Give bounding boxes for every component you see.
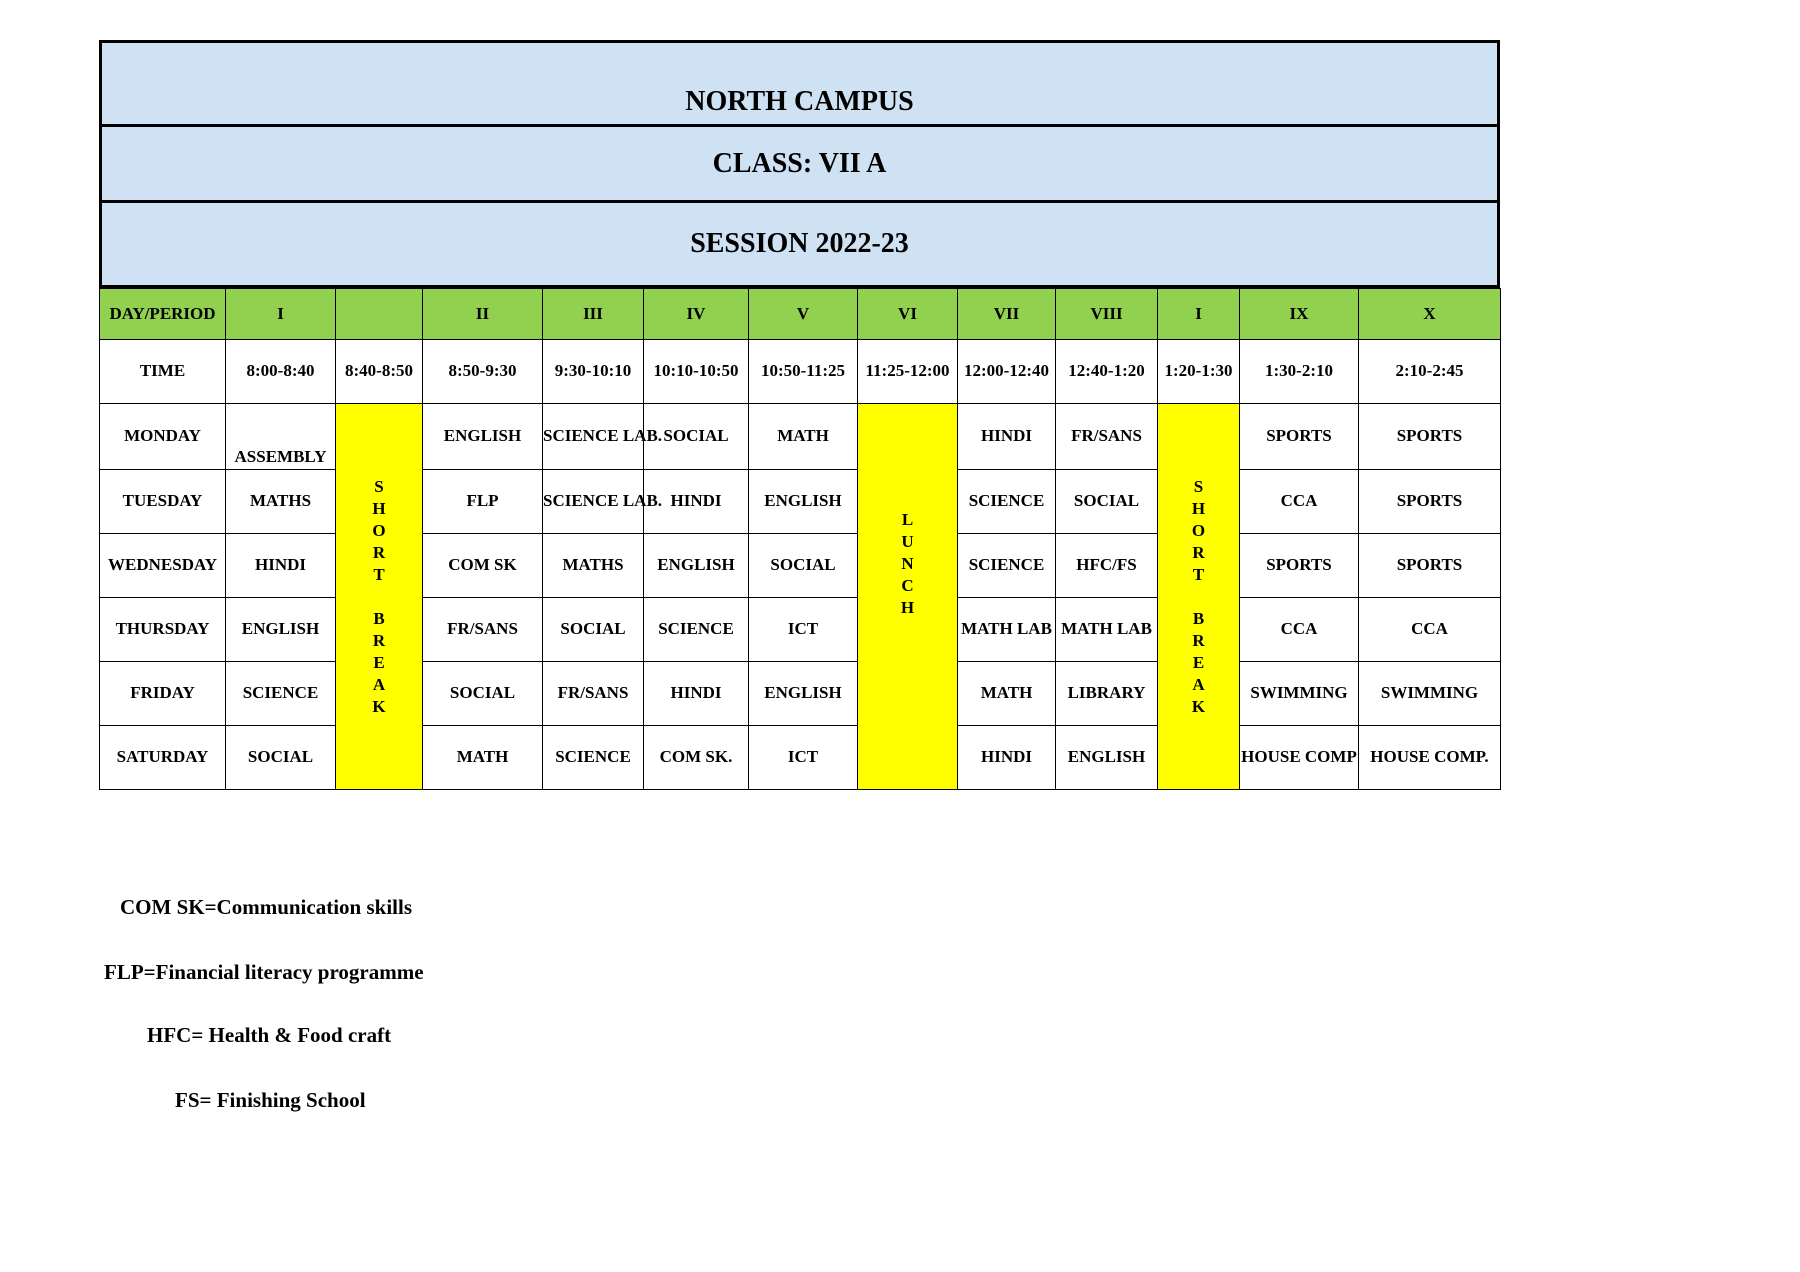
- time-cell: 1:20-1:30: [1158, 340, 1240, 404]
- subject-cell: SOCIAL: [226, 726, 336, 790]
- subject-cell: HINDI: [644, 662, 749, 726]
- subject-cell: HINDI: [644, 470, 749, 534]
- subject-cell: MATHS: [543, 534, 644, 598]
- subject-cell: ENGLISH: [423, 404, 543, 470]
- note-fs: FS= Finishing School: [175, 1088, 366, 1112]
- period-header: I: [226, 289, 336, 340]
- subject-cell: SWIMMING: [1240, 662, 1359, 726]
- subject-cell: SOCIAL: [423, 662, 543, 726]
- time-cell: 11:25-12:00: [858, 340, 958, 404]
- period-header-row: [100, 289, 1501, 340]
- subject-cell: ENGLISH: [644, 534, 749, 598]
- period-header: V: [749, 289, 858, 340]
- period-header: [336, 289, 423, 340]
- subject-cell: FR/SANS: [543, 662, 644, 726]
- subject-cell: SCIENCE: [226, 662, 336, 726]
- note-flp: FLP=Financial literacy programme: [104, 960, 424, 984]
- period-header: VI: [858, 289, 958, 340]
- subject-cell: SOCIAL: [749, 534, 858, 598]
- period-header: IV: [644, 289, 749, 340]
- subject-cell: SPORTS: [1240, 534, 1359, 598]
- table-row: [100, 662, 1501, 726]
- table-row: [100, 404, 1501, 470]
- subject-cell: SPORTS: [1359, 534, 1501, 598]
- subject-cell: SPORTS: [1359, 470, 1501, 534]
- subject-cell: CCA: [1240, 470, 1359, 534]
- time-cell: 12:40-1:20: [1056, 340, 1158, 404]
- time-cell: TIME: [100, 340, 226, 404]
- note-com-sk: COM SK=Communication skills: [120, 895, 413, 919]
- day-label: SATURDAY: [100, 726, 226, 790]
- table-row: [100, 534, 1501, 598]
- subject-cell: HINDI: [958, 726, 1056, 790]
- short-break-label: S H O R T B R E A K: [1191, 476, 1206, 716]
- subject-cell: CCA: [1240, 598, 1359, 662]
- subject-cell: COM SK.: [644, 726, 749, 790]
- subject-cell: ENGLISH: [226, 598, 336, 662]
- subject-cell: SOCIAL: [644, 404, 749, 470]
- subject-cell: MATH: [423, 726, 543, 790]
- subject-cell: HINDI: [226, 534, 336, 598]
- period-header: VII: [958, 289, 1056, 340]
- period-header: I: [1158, 289, 1240, 340]
- subject-cell: CCA: [1359, 598, 1501, 662]
- day-label: THURSDAY: [100, 598, 226, 662]
- time-cell: 10:50-11:25: [749, 340, 858, 404]
- subject-cell: SCIENCE: [644, 598, 749, 662]
- subject-cell: SWIMMING: [1359, 662, 1501, 726]
- subject-cell: MATH LAB: [958, 598, 1056, 662]
- period-header: IX: [1240, 289, 1359, 340]
- lunch-cell: [858, 404, 958, 790]
- class-title: CLASS: VII A: [102, 127, 1497, 203]
- time-cell: 2:10-2:45: [1359, 340, 1501, 404]
- campus-title: NORTH CAMPUS: [102, 43, 1497, 127]
- short-break-cell: [336, 404, 423, 790]
- day-label: FRIDAY: [100, 662, 226, 726]
- day-label: TUESDAY: [100, 470, 226, 534]
- period-header: II: [423, 289, 543, 340]
- table-row: [100, 726, 1501, 790]
- subject-cell: MATH LAB: [1056, 598, 1158, 662]
- subject-cell: HFC/FS: [1056, 534, 1158, 598]
- subject-cell: SOCIAL: [543, 598, 644, 662]
- subject-cell: SOCIAL: [1056, 470, 1158, 534]
- subject-cell: COM SK: [423, 534, 543, 598]
- subject-cell: HOUSE COMP: [1240, 726, 1359, 790]
- time-row: [100, 340, 1501, 404]
- subject-cell: MATHS: [226, 470, 336, 534]
- timetable: [99, 288, 1501, 790]
- subject-cell: ICT: [749, 598, 858, 662]
- subject-cell: ENGLISH: [749, 470, 858, 534]
- time-cell: 12:00-12:40: [958, 340, 1056, 404]
- subject-cell: MATH: [749, 404, 858, 470]
- subject-cell: SPORTS: [1359, 404, 1501, 470]
- day-label: WEDNESDAY: [100, 534, 226, 598]
- time-cell: 8:40-8:50: [336, 340, 423, 404]
- day-label: MONDAY: [100, 404, 226, 470]
- time-cell: 9:30-10:10: [543, 340, 644, 404]
- subject-cell: SCIENCE LAB.: [543, 470, 644, 534]
- subject-cell: ICT: [749, 726, 858, 790]
- time-cell: 8:50-9:30: [423, 340, 543, 404]
- subject-cell: HOUSE COMP.: [1359, 726, 1501, 790]
- subject-cell: SCIENCE: [543, 726, 644, 790]
- short-break-label: S H O R T B R E A K: [372, 476, 386, 716]
- subject-cell: SCIENCE: [958, 534, 1056, 598]
- note-hfc: HFC= Health & Food craft: [147, 1023, 392, 1047]
- period-header: VIII: [1056, 289, 1158, 340]
- subject-cell: FLP: [423, 470, 543, 534]
- lunch-label: L U N C H: [900, 509, 915, 617]
- period-header: DAY/PERIOD: [100, 289, 226, 340]
- session-title: SESSION 2022-23: [690, 228, 909, 259]
- time-cell: 10:10-10:50: [644, 340, 749, 404]
- period-header: X: [1359, 289, 1501, 340]
- period-header: III: [543, 289, 644, 340]
- time-cell: 1:30-2:10: [1240, 340, 1359, 404]
- subject-cell: ENGLISH: [749, 662, 858, 726]
- subject-cell: ASSEMBLY: [226, 404, 336, 470]
- subject-cell: ENGLISH: [1056, 726, 1158, 790]
- table-row: [100, 598, 1501, 662]
- subject-cell: FR/SANS: [1056, 404, 1158, 470]
- time-cell: 8:00-8:40: [226, 340, 336, 404]
- subject-cell: SCIENCE: [958, 470, 1056, 534]
- table-row: [100, 470, 1501, 534]
- subject-cell: FR/SANS: [423, 598, 543, 662]
- timetable-header: [99, 40, 1500, 288]
- short-break-cell: [1158, 404, 1240, 790]
- subject-cell: LIBRARY: [1056, 662, 1158, 726]
- subject-cell: SCIENCE LAB.: [543, 404, 644, 470]
- subject-cell: SPORTS: [1240, 404, 1359, 470]
- subject-cell: MATH: [958, 662, 1056, 726]
- subject-cell: HINDI: [958, 404, 1056, 470]
